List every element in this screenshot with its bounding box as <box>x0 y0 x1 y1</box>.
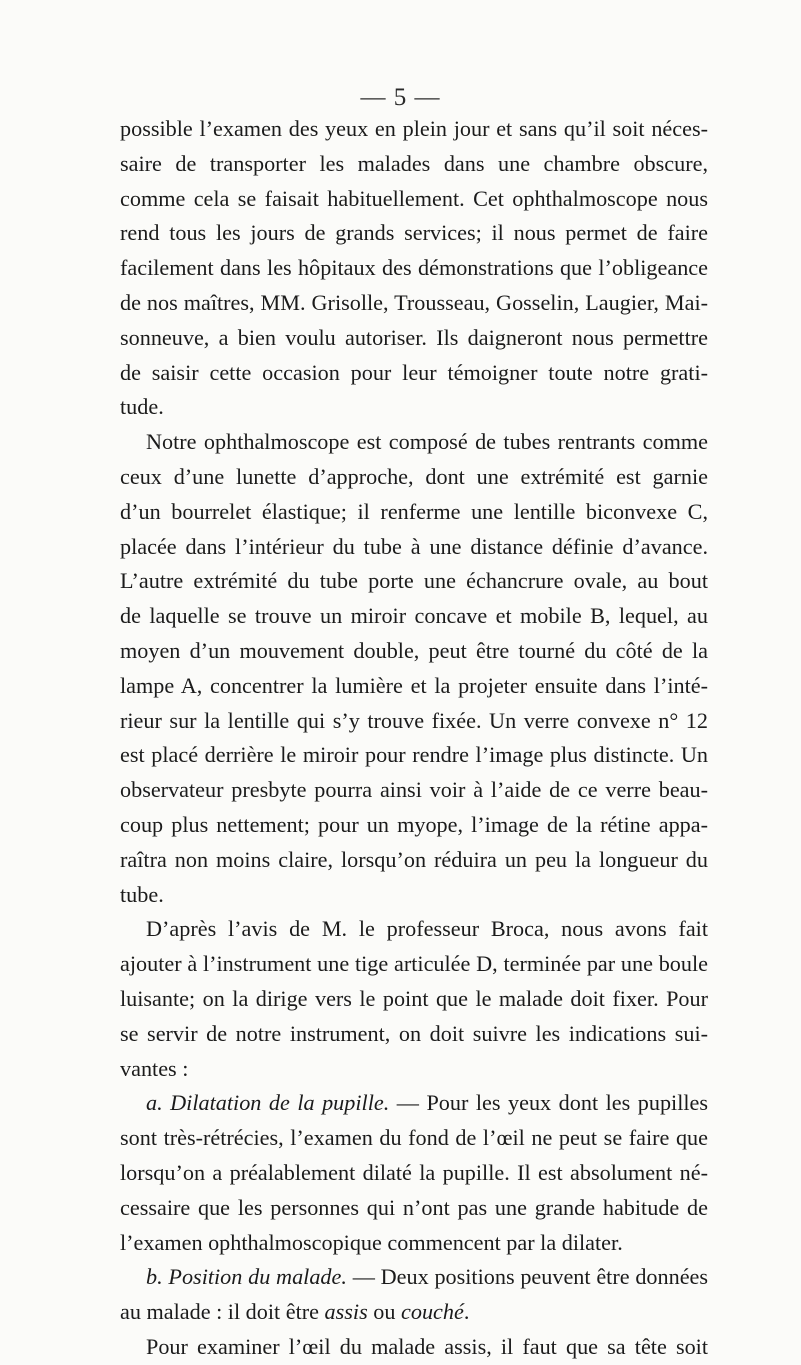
text-line: L’autre extrémité du tube porte une échancrure ovale, au bout <box>120 568 708 594</box>
body-text <box>120 112 708 1365</box>
text-line: cessaire que les personnes qui n’ont pas une grande habitude de <box>120 1194 708 1220</box>
text-line: rend tous les jours de grands services; il nous permet de faire <box>120 220 708 246</box>
text-line: sonneuve, a bien voulu autoriser. Ils daigneront nous permettre <box>120 324 708 350</box>
text-line: placée dans l’intérieur du tube à une distance définie d’avance. <box>120 533 708 559</box>
text-line: luisante; on la dirige vers le point que le malade doit fixer. Pour <box>120 985 708 1011</box>
text-line: se servir de notre instrument, on doit suivre les indications sui- <box>120 1020 708 1046</box>
section-title: Dilatation de la pupille. <box>170 1090 390 1116</box>
section-b-heading-line <box>120 1260 708 1295</box>
section-text: — Deux positions peuvent être données <box>346 1264 709 1290</box>
text-line: de saisir cette occasion pour leur témoigner toute notre grati- <box>120 359 708 385</box>
section-text: — Pour les yeux dont les pupilles <box>389 1090 709 1116</box>
text-line: ceux d’une lunette d’approche, dont une extrémité est garnie <box>120 463 708 489</box>
text-line: lampe A, concentrer la lumière et la projeter ensuite dans l’inté- <box>120 672 708 698</box>
text-line: Pour examiner l’œil du malade assis, il faut que sa tête soit <box>146 1333 708 1359</box>
section-title: Position du malade. <box>168 1264 347 1290</box>
text-line: Notre ophthalmoscope est composé de tubes rentrants comme <box>146 429 708 455</box>
text-line: raîtra non moins claire, lorsqu’on réduira un peu la longueur du <box>120 846 708 872</box>
text-line: ajouter à l’instrument une tige articulée D, terminée par une boule <box>120 951 708 977</box>
text-line: de laquelle se trouve un miroir concave et mobile B, lequel, au <box>120 603 708 629</box>
text-line: moyen d’un mouvement double, peut être tourné du côté de la <box>120 637 708 663</box>
text-line: tube. <box>120 881 164 907</box>
text-fragment: au malade : il doit être <box>120 1299 325 1325</box>
text-line: est placé derrière le miroir pour rendre l’image plus distincte. Un <box>120 742 708 768</box>
text-fragment: ou <box>367 1299 401 1325</box>
text-line: possible l’examen des yeux en plein jour et sans qu’il soit néces- <box>120 116 708 141</box>
text-line: tude. <box>120 394 164 420</box>
text-line: d’un bourrelet élastique; il renferme une lentille biconvexe C, <box>120 498 708 524</box>
text-line: comme cela se faisait habituellement. Cet ophthalmoscope nous <box>120 185 708 211</box>
section-label: b. <box>146 1264 163 1290</box>
page-number: — 5 — <box>360 84 441 111</box>
text-fragment: . <box>463 1299 470 1325</box>
text-line: rieur sur la lentille qui s’y trouve fixée. Un verre convexe n° 12 <box>120 707 708 733</box>
text-line: de nos maîtres, MM. Grisolle, Trousseau, Gosselin, Laugier, Mai- <box>120 289 708 315</box>
text-line-with-emphasis <box>120 1295 708 1330</box>
text-line: D’après l’avis de M. le professeur Broca, nous avons fait <box>146 916 708 942</box>
emphasis-couche: couché <box>401 1299 464 1325</box>
text-line: coup plus nettement; pour un myope, l’image de la rétine appa- <box>120 811 708 837</box>
text-line: vantes : <box>120 1055 189 1081</box>
text-line: l’examen ophthalmoscopique commencent par la dilater. <box>120 1229 623 1255</box>
text-line: lorsqu’on a préalablement dilaté la pupille. Il est absolument né- <box>120 1159 708 1185</box>
emphasis-assis: assis <box>324 1299 368 1325</box>
section-label: a. <box>146 1090 163 1116</box>
text-line: saire de transporter les malades dans une chambre obscure, <box>120 150 708 176</box>
text-line: sont très-rétrécies, l’examen du fond de l’œil ne peut se faire que <box>120 1125 708 1151</box>
text-line: observateur presbyte pourra ainsi voir à l’aide de ce verre beau- <box>120 777 708 803</box>
text-line: facilement dans les hôpitaux des démonstrations que l’obligeance <box>120 255 708 281</box>
section-a-heading-line <box>120 1086 708 1121</box>
